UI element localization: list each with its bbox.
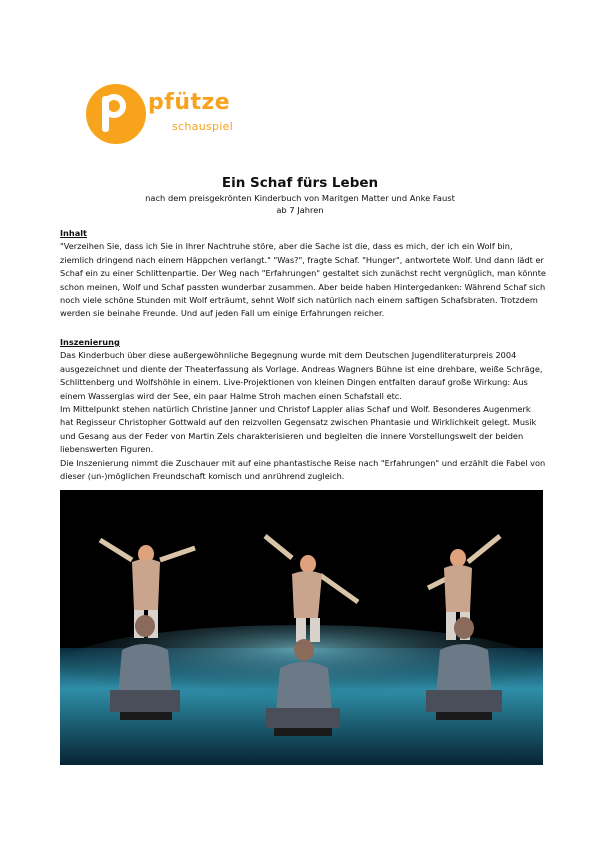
inhalt-section [60, 227, 546, 321]
stage-photo [60, 490, 543, 765]
age-recommendation: ab 7 Jahren [276, 205, 324, 215]
inszenierung-section [60, 336, 546, 483]
logo-word: pfütze [148, 90, 231, 115]
inszenierung-paragraph-3: Die Inszenierung nimmt die Zuschauer mit auf eine phantastische Reise nach "Erfahrungen" und erzählt die Fabel von dieser (un-)möglichen Freundschaft komisch und anrührend zugleich. [60, 457, 546, 482]
page-subtitle: nach dem preisgekrönten Kinderbuch von Maritgen Matter und Anke Faust [145, 193, 455, 203]
inszenierung-paragraph-1: Das Kinderbuch über diese außergewöhnliche Begegnung wurde mit dem Deutschen Jugendliteraturpreis 2004 ausgezeichnet und diente der Theaterfassung als Vorlage. Andreas Wagners Bühne ist eine drehbare, weiße Schräge, Schlittenberg und Wolfshöhle in einem. Live-Projektionen von kleinen Dingen entfalten darauf große Wirkung: Aus einem Wasserglas wird der See, ein paar Halme Stroh machen einen Schafstall etc. [60, 350, 543, 401]
inhalt-heading: Inhalt [60, 228, 87, 238]
inszenierung-heading: Inszenierung [60, 337, 120, 347]
stage-photo-image [60, 490, 543, 765]
logo-subtitle: schauspiel [172, 120, 234, 133]
inhalt-text: "Verzeihen Sie, dass ich Sie in Ihrer Nachtruhe störe, aber die Sache ist die, dass es mich, der ich ein Wolf bin, ziemlich dringend nach einem Häppchen verlangt." "Was?", fragte Schaf. "Hunger", antwortete Wolf. Und dann lädt er Schaf ein zu einer Schlittenpartie. Der Weg nach "Erfahrungen" gestaltet sich zunächst recht vergnüglich, man könnte schon meinen, Wolf und Schaf passten wunderbar zusammen. Aber beide haben Hintergedanken: Während Schaf sich noch viele schöne Stunden mit Wolf erträumt, sehnt Wolf sich natürlich nach einem saftigen Schafsbraten. Trotzdem werden sie beinahe Freunde. Und auf jeden Fall um einige Erfahrungen reicher. [60, 241, 546, 319]
page-title: Ein Schaf fürs Leben [221, 175, 379, 191]
inszenierung-paragraph-2: Im Mittelpunkt stehen natürlich Christine Janner und Christof Lappler alias Schaf und Wolf. Besonderes Augenmerk hat Regisseur Christopher Gottwald auf den reizvollen Gegensatz zwischen Phantasie und Wirklichkeit gelegt. Musik und Gesang aus der Feder von Martin Zels charakterisieren und begleiten die innere Vorstellungswelt der beiden liebenswerten Figuren. [60, 404, 537, 455]
logo-p-icon [100, 94, 126, 134]
logo [86, 84, 266, 146]
